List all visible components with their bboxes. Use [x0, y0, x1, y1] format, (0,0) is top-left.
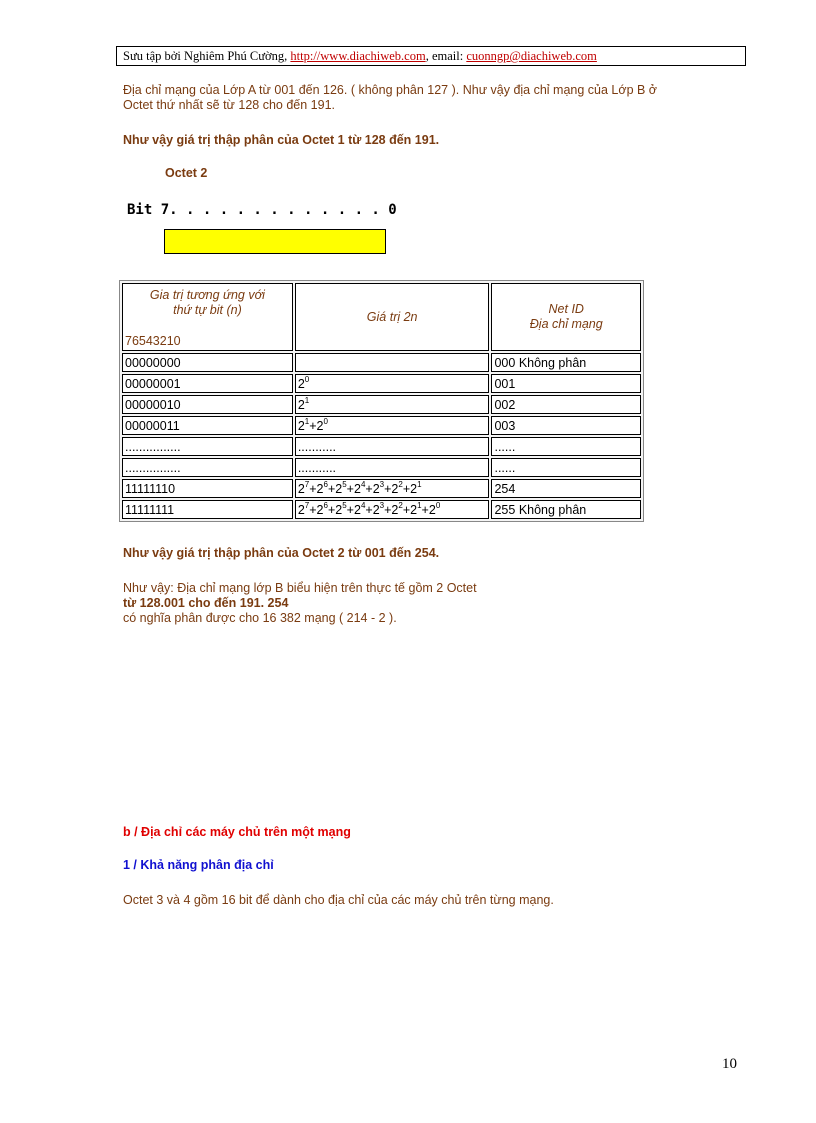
- table-row: [122, 458, 641, 477]
- header-prefix: Sưu tập bởi Nghiêm Phú Cường,: [123, 49, 291, 63]
- bit-range-label: Bit 7. . . . . . . . . . . . . 0: [127, 202, 397, 218]
- host-address-paragraph: Octet 3 và 4 gồm 16 bit để dành cho địa chỉ của các máy chủ trên từng mạng.: [123, 893, 554, 907]
- class-b-line-3: có nghĩa phân được cho 16 382 mạng ( 214 - 2 ).: [123, 611, 397, 625]
- value-cell: $2^0$: [295, 374, 490, 393]
- header-col3-line1: Net ID: [548, 302, 584, 316]
- header-value: Giá trị 2n: [295, 283, 490, 351]
- bits-cell: 11111111: [122, 500, 293, 519]
- header-email-label: , email:: [425, 49, 467, 63]
- value-cell: [295, 353, 490, 372]
- table-row: [122, 395, 641, 414]
- page-header: [116, 46, 746, 66]
- class-b-line-1: Như vậy: Địa chỉ mạng lớp B biểu hiện trên thực tế gồm 2 Octet: [123, 581, 477, 595]
- bits-cell: ................: [122, 437, 293, 456]
- header-col1-line2: thứ tự bit (n): [173, 303, 242, 317]
- subsection-heading-1: 1 / Khả năng phân địa chỉ: [123, 858, 274, 872]
- bits-cell: 00000010: [122, 395, 293, 414]
- bits-cell: ................: [122, 458, 293, 477]
- bits-cell: 11111110: [122, 479, 293, 498]
- net-cell: 000 Không phân: [491, 353, 641, 372]
- class-b-line-2: từ 128.001 cho đến 191. 254: [123, 596, 289, 610]
- net-cell: ......: [491, 437, 641, 456]
- header-col1-line1: Gia trị tương ứng với: [149, 288, 265, 302]
- bits-cell: 00000000: [122, 353, 293, 372]
- page-number: 10: [722, 1056, 737, 1072]
- value-cell: $2^7+2^6+2^5+2^4+2^3+2^2+2^1+2^0$: [295, 500, 490, 519]
- summary-octet-1: Như vậy giá trị thập phân của Octet 1 từ 128 đến 191.: [123, 133, 440, 147]
- bits-cell: 00000011: [122, 416, 293, 435]
- table-row: [122, 416, 641, 435]
- table-row: [122, 500, 641, 519]
- header-email-link[interactable]: cuonngp@diachiweb.com: [466, 49, 597, 63]
- value-cell: ...........: [295, 458, 490, 477]
- table-row: [122, 353, 641, 372]
- value-cell: $2^7+2^6+2^5+2^4+2^3+2^2+2^1$: [295, 479, 490, 498]
- net-cell: 255 Không phân: [491, 500, 641, 519]
- bits-cell: 00000001: [122, 374, 293, 393]
- net-cell: 002: [491, 395, 641, 414]
- value-cell: $2^1+2^0$: [295, 416, 490, 435]
- header-bit-order: [122, 283, 293, 351]
- octet-2-table: [119, 280, 644, 522]
- value-cell: ...........: [295, 437, 490, 456]
- octet-2-title: Octet 2: [165, 166, 208, 180]
- summary-octet-2: Như vậy giá trị thập phân của Octet 2 từ 001 đến 254.: [123, 546, 440, 560]
- class-b-paragraph: [123, 581, 477, 626]
- net-cell: ......: [491, 458, 641, 477]
- octet-2-highlight-box: [164, 229, 386, 254]
- intro-line-2: Octet thứ nhất sẽ từ 128 cho đến 191.: [123, 98, 336, 112]
- net-cell: 003: [491, 416, 641, 435]
- header-col3-line2: Địa chỉ mạng: [529, 317, 603, 331]
- net-cell: 001: [491, 374, 641, 393]
- table-header-row: [122, 283, 641, 351]
- intro-paragraph: [123, 83, 657, 113]
- table-row: [122, 479, 641, 498]
- header-url-link[interactable]: http://www.diachiweb.com: [290, 49, 426, 63]
- table-row: [122, 437, 641, 456]
- header-bit-positions: 76543210: [125, 334, 181, 348]
- section-heading-b: b / Địa chỉ các máy chủ trên một mạng: [123, 825, 351, 839]
- table-row: [122, 374, 641, 393]
- intro-line-1: Địa chỉ mạng của Lớp A từ 001 đến 126. ( không phân 127 ). Như vậy địa chỉ mạng của Lớp B ở: [123, 83, 658, 97]
- header-net-id: [491, 283, 641, 351]
- value-cell: $2^1$: [295, 395, 490, 414]
- net-cell: 254: [491, 479, 641, 498]
